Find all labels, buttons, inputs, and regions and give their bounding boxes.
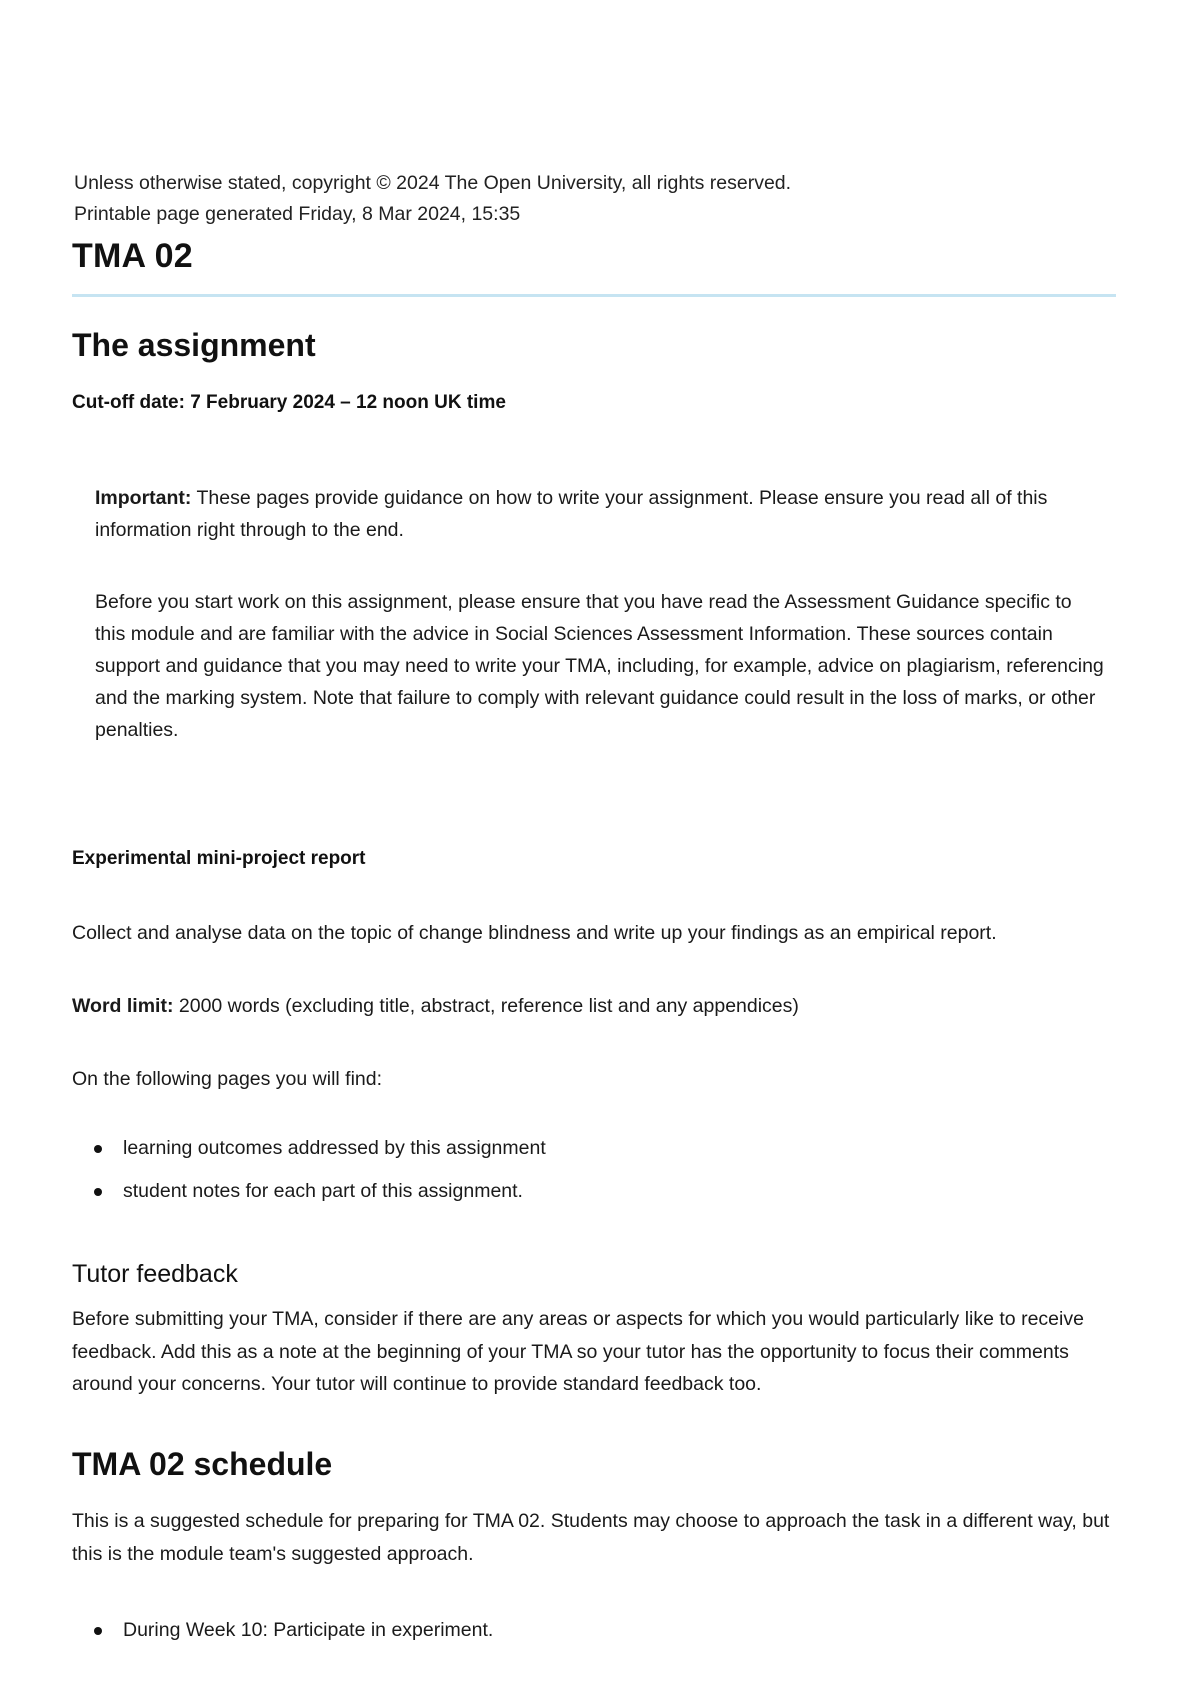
contents-list xyxy=(72,1127,546,1213)
tutor-feedback-text: Before submitting your TMA, consider if there are any areas or aspects for which you would particularly like to receive feedback. Add this as a note at the beginning of your TMA so your tutor has the opportunity to focus their comments around your concerns. Your tutor will continue to provide standard feedback too. xyxy=(72,1308,1084,1395)
list-item: learning outcomes addressed by this assignment xyxy=(72,1127,546,1170)
important-label: Important: xyxy=(95,487,192,509)
schedule-heading: TMA 02 schedule xyxy=(72,1446,333,1482)
schedule-list xyxy=(72,1609,493,1652)
generated-timestamp: Printable page generated Friday, 8 Mar 2024, 15:35 xyxy=(74,203,521,225)
page-title: TMA 02 xyxy=(72,237,193,275)
word-limit xyxy=(72,990,1132,1023)
project-heading: Experimental mini-project report xyxy=(72,848,366,869)
page-header-meta xyxy=(74,168,791,230)
title-divider xyxy=(72,294,1116,297)
important-text: These pages provide guidance on how to write your assignment. Please ensure you read all of this information right through to the end. xyxy=(95,487,1048,541)
word-limit-label: Word limit: xyxy=(72,995,174,1017)
collect-data-text: Collect and analyse data on the topic of change blindness and write up your findings as an empirical report. xyxy=(72,922,997,944)
cutoff-date: Cut-off date: 7 February 2024 – 12 noon UK time xyxy=(72,392,506,413)
bullet-icon xyxy=(94,1145,102,1153)
copyright-notice: Unless otherwise stated, copyright © 2024 The Open University, all rights reserved. xyxy=(74,172,792,194)
assignment-heading: The assignment xyxy=(72,327,316,363)
following-pages-text: On the following pages you will find: xyxy=(72,1068,383,1090)
list-item: student notes for each part of this assignment. xyxy=(72,1170,546,1213)
important-notice xyxy=(95,482,1105,546)
list-item: During Week 10: Participate in experiment. xyxy=(72,1609,493,1652)
important-notice-box xyxy=(95,482,1105,746)
schedule-text: This is a suggested schedule for preparing for TMA 02. Students may choose to approach the task in a different way, but this is the module team's suggested approach. xyxy=(72,1510,1110,1565)
tutor-feedback-heading: Tutor feedback xyxy=(72,1260,238,1288)
bullet-icon xyxy=(94,1188,102,1196)
word-limit-text: 2000 words (excluding title, abstract, reference list and any appendices) xyxy=(173,995,799,1017)
bullet-icon xyxy=(94,1627,102,1635)
before-you-start-text: Before you start work on this assignment, please ensure that you have read the Assessment Guidance specific to this module and are familiar with the advice in Social Sciences Assessment Information. These sources contain support and guidance that you may need to write your TMA, including, for example, advice on plagiarism, referencing and the marking system. Note that failure to comply with relevant guidance could result in the loss of marks, or other penalties. xyxy=(95,591,1104,741)
